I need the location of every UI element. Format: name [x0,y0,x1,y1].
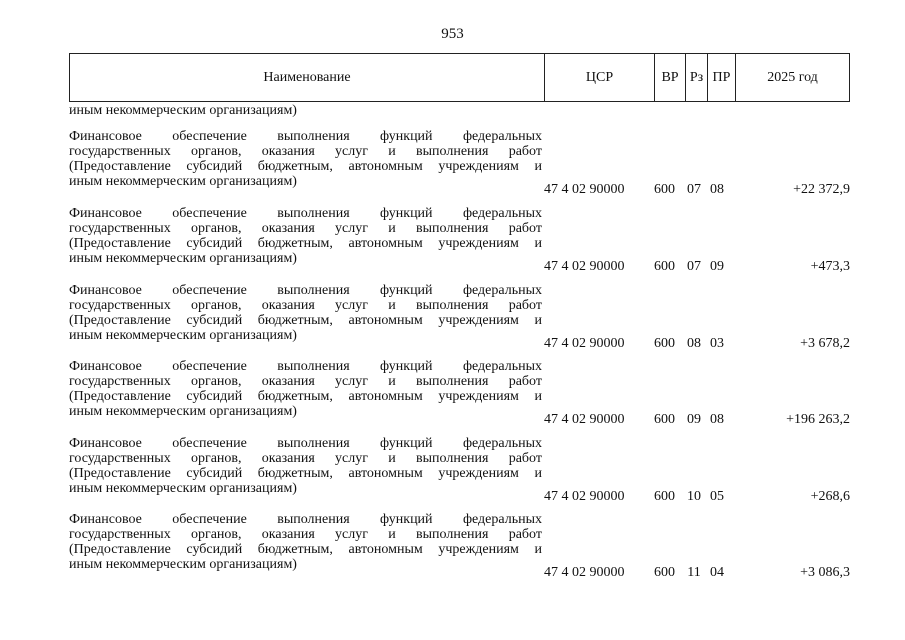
cell-csr: 47 4 02 90000 [544,336,625,351]
description-line: Финансовое обеспечение выполнения функций федеральных [69,129,542,144]
description-line: Финансовое обеспечение выполнения функций федеральных [69,283,542,298]
table-row [0,359,905,431]
row-description [69,129,542,189]
description-line: иным некоммерческим организациям) [69,251,297,266]
description-line: Финансовое обеспечение выполнения функций федеральных [69,359,542,374]
row-description [69,206,542,266]
description-line: государственных органов, оказания услуг и выполнения работ [69,527,542,542]
cell-pr: 08 [710,412,724,427]
table-row [0,283,905,355]
cell-pr: 09 [710,259,724,274]
table-row [0,436,905,508]
cell-vr: 600 [654,489,675,504]
cell-csr: 47 4 02 90000 [544,565,625,580]
header-year: 2025 год [735,54,849,101]
continuation-text: иным некоммерческим организациям) [69,103,297,118]
page-number: 953 [441,26,464,42]
cell-csr: 47 4 02 90000 [544,489,625,504]
description-line: (Предоставление субсидий бюджетным, автономным учреждениям и [69,159,542,174]
table-row [0,206,905,278]
cell-rz: 11 [687,565,701,580]
cell-rz: 10 [687,489,701,504]
cell-vr: 600 [654,336,675,351]
table-row [0,129,905,201]
description-line: государственных органов, оказания услуг и выполнения работ [69,221,542,236]
cell-pr: 03 [710,336,724,351]
cell-csr: 47 4 02 90000 [544,412,625,427]
cell-pr: 05 [710,489,724,504]
cell-rz: 08 [687,336,701,351]
cell-value: +196 263,2 [786,412,850,427]
description-line: иным некоммерческим организациям) [69,404,297,419]
description-line: иным некоммерческим организациям) [69,481,297,496]
table-header [69,53,850,102]
cell-value: +473,3 [810,259,850,274]
header-pr: ПР [707,54,735,101]
description-line: иным некоммерческим организациям) [69,328,297,343]
row-description [69,283,542,343]
description-line: государственных органов, оказания услуг и выполнения работ [69,298,542,313]
description-line: иным некоммерческим организациям) [69,557,297,572]
cell-value: +22 372,9 [793,182,850,197]
cell-value: +268,6 [810,489,850,504]
row-description [69,512,542,572]
description-line: государственных органов, оказания услуг и выполнения работ [69,451,542,466]
description-line: государственных органов, оказания услуг и выполнения работ [69,144,542,159]
cell-rz: 07 [687,259,701,274]
description-line: (Предоставление субсидий бюджетным, автономным учреждениям и [69,313,542,328]
header-name: Наименование [263,69,351,85]
cell-rz: 09 [687,412,701,427]
cell-pr: 04 [710,565,724,580]
cell-csr: 47 4 02 90000 [544,259,625,274]
cell-pr: 08 [710,182,724,197]
description-line: Финансовое обеспечение выполнения функций федеральных [69,512,542,527]
header-csr: ЦСР [544,54,654,101]
description-line: Финансовое обеспечение выполнения функций федеральных [69,436,542,451]
description-line: (Предоставление субсидий бюджетным, автономным учреждениям и [69,236,542,251]
cell-vr: 600 [654,259,675,274]
cell-value: +3 086,3 [800,565,850,580]
cell-rz: 07 [687,182,701,197]
cell-vr: 600 [654,412,675,427]
description-line: (Предоставление субсидий бюджетным, автономным учреждениям и [69,542,542,557]
table-row [0,512,905,584]
cell-value: +3 678,2 [800,336,850,351]
description-line: Финансовое обеспечение выполнения функций федеральных [69,206,542,221]
description-line: (Предоставление субсидий бюджетным, автономным учреждениям и [69,389,542,404]
cell-vr: 600 [654,182,675,197]
header-vr: ВР [654,54,685,101]
description-line: государственных органов, оказания услуг и выполнения работ [69,374,542,389]
header-rz: Рз [685,54,707,101]
cell-csr: 47 4 02 90000 [544,182,625,197]
description-line: иным некоммерческим организациям) [69,174,297,189]
description-line: (Предоставление субсидий бюджетным, автономным учреждениям и [69,466,542,481]
row-description [69,436,542,496]
cell-vr: 600 [654,565,675,580]
row-description [69,359,542,419]
